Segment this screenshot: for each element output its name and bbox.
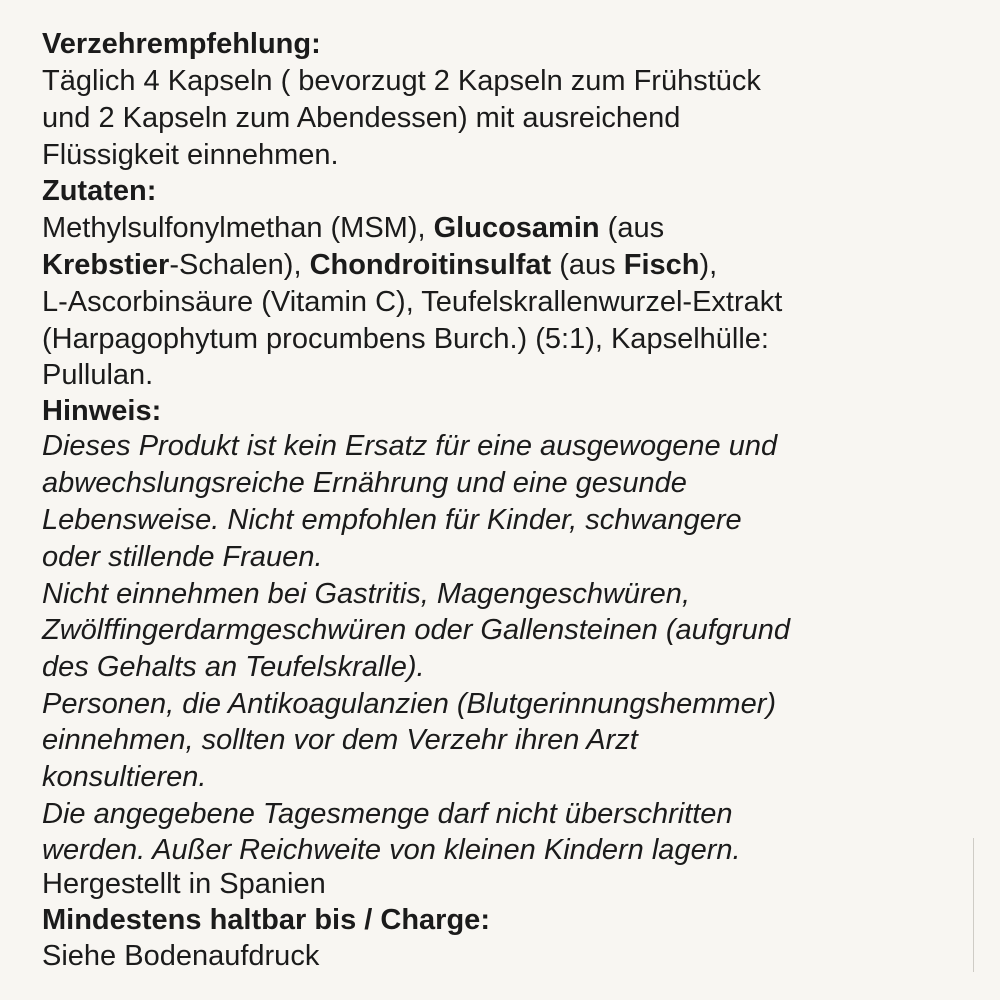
ingredient-text: -Schalen), bbox=[169, 249, 310, 281]
dosage-line: Flüssigkeit einnehmen. bbox=[42, 139, 339, 171]
ingredients-line: L-Ascorbinsäure (Vitamin C), Teufelskrallenwurzel-Extrakt bbox=[42, 286, 783, 318]
dosage-line: und 2 Kapseln zum Abendessen) mit ausreichend bbox=[42, 102, 681, 134]
notice-line: Die angegebene Tagesmenge darf nicht überschritten bbox=[42, 798, 733, 830]
allergen-chondroitinsulfat: Chondroitinsulfat bbox=[309, 249, 552, 281]
notice-line: werden. Außer Reichweite von kleinen Kindern lagern. bbox=[42, 834, 741, 866]
ingredients-line bbox=[42, 210, 982, 247]
expiry-text: Siehe Bodenaufdruck bbox=[42, 940, 320, 972]
expiry-heading: Mindestens haltbar bis / Charge: bbox=[42, 904, 490, 936]
ingredient-text: (aus bbox=[551, 249, 624, 281]
notice-line: Personen, die Antikoagulanzien (Blutgerinnungshemmer) bbox=[42, 688, 777, 720]
notice-line: Zwölffingerdarmgeschwüren oder Gallensteinen (aufgrund bbox=[42, 614, 790, 646]
notice-line: des Gehalts an Teufelskralle). bbox=[42, 651, 425, 683]
notice-line: konsultieren. bbox=[42, 761, 207, 793]
ingredient-text: (aus bbox=[599, 212, 665, 244]
notice-line: einnehmen, sollten vor dem Verzehr ihren Arzt bbox=[42, 724, 638, 756]
ingredient-text: ), bbox=[699, 249, 718, 281]
dosage-line: Täglich 4 Kapseln ( bevorzugt 2 Kapseln zum Frühstück bbox=[42, 65, 761, 97]
ingredient-text: Methylsulfonylmethan (MSM), bbox=[42, 212, 434, 244]
ingredients-heading: Zutaten: bbox=[42, 175, 157, 207]
notice-line: Lebensweise. Nicht empfohlen für Kinder, schwangere bbox=[42, 504, 742, 536]
notice-line: Nicht einnehmen bei Gastritis, Magengeschwüren, bbox=[42, 578, 690, 610]
notice-line: oder stillende Frauen. bbox=[42, 541, 323, 573]
allergen-fisch: Fisch bbox=[623, 249, 700, 281]
allergen-krebstier: Krebstier bbox=[42, 249, 170, 281]
notice-line: abwechslungsreiche Ernährung und eine gesunde bbox=[42, 467, 687, 499]
notice-heading: Hinweis: bbox=[42, 395, 162, 427]
ingredients-line: (Harpagophytum procumbens Burch.) (5:1), Kapselhülle: bbox=[42, 323, 769, 355]
ingredients-line: Pullulan. bbox=[42, 359, 154, 391]
ingredients-line bbox=[42, 247, 982, 284]
origin-text: Hergestellt in Spanien bbox=[42, 868, 326, 900]
edge-divider bbox=[973, 838, 974, 972]
allergen-glucosamin: Glucosamin bbox=[433, 212, 600, 244]
notice-line: Dieses Produkt ist kein Ersatz für eine ausgewogene und bbox=[42, 430, 778, 462]
dosage-heading: Verzehrempfehlung: bbox=[42, 28, 321, 60]
